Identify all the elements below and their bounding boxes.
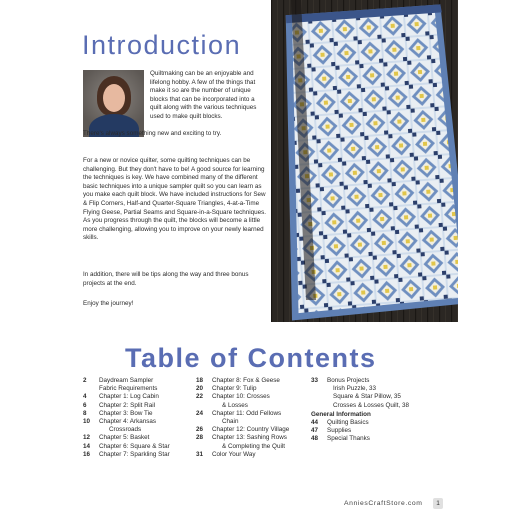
- toc-entry[interactable]: 14 Chapter 6: Square & Star: [83, 442, 170, 450]
- page-number-badge: 1: [433, 498, 443, 509]
- toc-entry[interactable]: 12 Chapter 5: Basket: [83, 434, 150, 442]
- toc-entry[interactable]: 4 Chapter 1: Log Cabin: [83, 393, 159, 401]
- toc-entry[interactable]: 47 Supplies: [311, 427, 352, 435]
- toc-entry[interactable]: 28 Chapter 13: Sashing Rows & Completing the Quilt: [196, 434, 287, 450]
- toc-entry[interactable]: 26 Chapter 12: Country Village: [196, 426, 290, 434]
- intro-paragraph-3: In addition, there will be tips along the way and three bonus projects at the end.: [83, 271, 249, 287]
- general-information-heading: General Information: [311, 410, 371, 418]
- toc-entry[interactable]: 16 Chapter 7: Sparkling Star: [83, 450, 170, 458]
- toc-entry[interactable]: 24 Chapter 11: Odd Fellows Chain: [196, 409, 282, 426]
- introduction-heading: Introduction: [82, 30, 242, 60]
- toc-entry[interactable]: 31 Color Your Way: [196, 450, 256, 458]
- intro-paragraph-1-end: There's always something new and exciting to try.: [83, 130, 222, 137]
- toc-entry[interactable]: 10 Chapter 4: Arkansas Crossroads: [83, 418, 157, 434]
- toc-entry[interactable]: 6 Chapter 2: Split Rail: [83, 401, 155, 409]
- intro-paragraph-2: For a new or novice quilter, some quilting techniques can be challenging. But they don't have to be! A good source for learning the techniques is key. We have combined many of the different basic techniques into a unique sampler quilt so you can learn as you make each quilt block. We have included instructions for Sew & Flip Corners, Half-and Quarter-Square Triangles, 4-at-a-Time Flying Geese, Partial Seams and Square-in-a-Square techniques. As you progress through the quilt, the blocks will become a little more challenging, allowing you to improve on your newly learned skills.: [83, 157, 267, 242]
- table-of-contents-heading: Table of Contents: [125, 343, 377, 373]
- toc-entry[interactable]: 18 Chapter 8: Fox & Geese: [196, 377, 280, 384]
- footer-website-link[interactable]: AnniesCraftStore.com: [344, 500, 423, 507]
- toc-entry[interactable]: 33 Bonus Projects Irish Puzzle, 33 Square & Star Pillow, 35 Crosses & Losses Quilt, 38: [311, 377, 409, 409]
- quilt-illustration: [271, 0, 458, 322]
- toc-entry[interactable]: 48 Special Thanks: [311, 435, 370, 443]
- toc-column-2: [196, 377, 306, 459]
- toc-entry[interactable]: 8 Chapter 3: Bow Tie: [83, 409, 153, 417]
- toc-entry[interactable]: 22 Chapter 10: Crosses & Losses: [196, 393, 270, 409]
- toc-entry[interactable]: 44 Quilting Basics: [311, 419, 369, 427]
- author-photo: [83, 70, 144, 137]
- intro-paragraph-1: Quiltmaking can be an enjoyable and lifelong hobby. A few of the things that make it so are the number of unique blocks that can be incorporated into a quilt along with the various techniques used to make quilt blocks.: [150, 70, 257, 120]
- quilt-photo: [271, 0, 458, 322]
- toc-column-1: [83, 377, 188, 459]
- toc-entry[interactable]: 2 Daydream Sampler Fabric Requirements: [83, 377, 158, 393]
- toc-entry[interactable]: 20 Chapter 9: Tulip: [196, 385, 257, 393]
- intro-paragraph-4: Enjoy the journey!: [83, 300, 134, 307]
- toc-column-3: [311, 377, 431, 444]
